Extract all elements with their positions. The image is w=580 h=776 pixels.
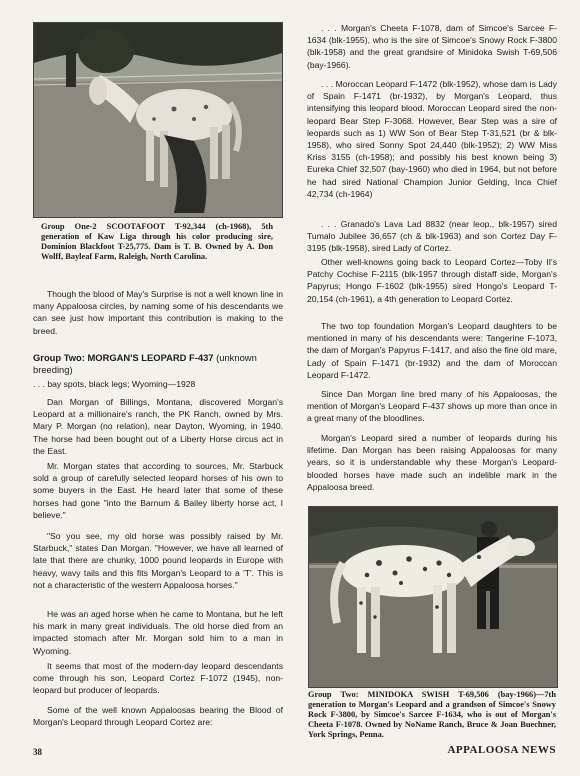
right-paragraph-line-bred: Since Dan Morgan line bred many of his Appaloosas, the mention of Morgan's Leopard F-437 shows up more than once in a great many of the bloodlines.	[307, 389, 557, 424]
left-paragraph-discovery: Dan Morgan of Billings, Montana, discovered Morgan's Leopard at a millionaire's ranch, the PK Ranch, owned by Mrs. Mary P. Morgan (no relation), near Dayton, Wyoming, in 1940. The horse had been bought out of a Liberty Horse circus act in the East.	[33, 397, 283, 456]
photo-scootafoot	[33, 22, 283, 218]
left-paragraph-well-known: Some of the well known Appaloosas bearing the Blood of Morgan's Leopard through Leopard Cortez are:	[33, 705, 283, 728]
right-paragraph-daughters: The two top foundation Morgan's Leopard daughters to be mentioned in many of his descendants were: Tangerine F-1073, the dam of Morgan's Papyrus F-1417, and also the fine old mare, Lady of Spain F-1471 (br-1932) and the dam of Moroccan Leopard F-1472.	[307, 321, 557, 380]
photo2-caption: Group Two: MINIDOKA SWISH T-69,506 (bay-1966)—7th generation to Morgan's Leopard and a grandson of Simcoe's Snowy Rock F-3800, by Simcoe's Sarcee F-1634, who is out of Morgan's Cheeta F-1078. Owned by NoName Ranch, Bruce & Joan Buechner, York Springs, Penna.	[308, 690, 556, 739]
right-paragraph-other: Other well-knowns going back to Leopard Cortez—Toby II's Patchy Cochise F-2115 (blk-1957 through distaff side, Morgan's Papyrus; Hongo F-1602 (blk-1955) sired Hongo's Leopard T-20,154 (ch-1961), a 4th generation to Leopard Cortez.	[307, 257, 557, 304]
right-paragraph-sired: Morgan's Leopard sired a number of leopards during his lifetime. Dan Morgan has been raising Appaloosas for many years, so it is understandable why these Morgan's Leopard-blooded horses have made such an indelible mark in the Appaloosa breed.	[307, 433, 557, 492]
page-number: 38	[33, 747, 42, 757]
right-paragraph-moroccan: . . . Moroccan Leopard F-1472 (blk-1952), whose dam is Lady of Spain F-1471 (br-1932), by Morgan's Leopard, thus intensifying this leopard blood. Moroccan Leopard sired the non-leopard Bear Step F-3068. However, Bear Step was a sire of leopards such as 1) WW Son of Bear Step T-31,521 (br & blk-1958), who sired Sonny Spot 24,440 (blk-1952); 2) WW Miss Kriss 3155 (ch-1958); and possibly his best known being 3) Eureka Chief 32,507 (bay-1960) who died in 1964, but not before he had sired National Champion Junior Gelding, Inca Chief 42,734 (ch-1964)	[307, 79, 557, 199]
group-two-heading	[33, 352, 283, 376]
horse-photo-illustration	[309, 507, 557, 687]
group-two-heading-breeding: (unknown breeding)	[33, 352, 257, 375]
horse-photo-illustration	[34, 23, 282, 217]
photo1-caption: Group One-2 SCOOTAFOOT T-92,344 (ch-1968), 5th generation of Kaw Liga through his color producing sire, Dominion Blackfoot T-25,775. Dam is T. B. Owned by A. Don Wolff, Bayleaf Farm, Raleigh, North Carolina.	[41, 222, 273, 261]
intro-paragraph: Though the blood of May's Surprise is not a well known line in many Appaloosa circles, by naming some of his descendants we can see just how important this contribution is making to the breed.	[33, 289, 283, 336]
publication-title: APPALOOSA NEWS	[447, 744, 556, 756]
left-paragraph-quote: "So you see, my old horse was possibly raised by Mr. Starbuck," states Dan Morgan. "However, we have all learned of late that there are chunky, 1000 pound leopards in Europe with heavy, wavy tails and this fits Morgan's Leopard to a 'T'. This is not a characteristic of the western Appaloosa horses."	[33, 531, 283, 590]
right-paragraph-granado: . . . Granado's Lava Lad 8832 (near leop., blk-1957) sired Tumalo Jubilee 36,657 (ch & blk-1963) and son Cortez Day F-3195 (blk-1958), sired Lady of Cortez.	[307, 219, 557, 254]
group-two-subheading: . . . bay spots, black legs; Wyoming—1928	[33, 379, 196, 389]
photo-minidoka-swish	[308, 506, 558, 688]
left-paragraph-starbuck: Mr. Morgan states that according to sources, Mr. Starbuck sold a group of carefully selected leopard horses of his own to some buyers in the East. He heard later that some of these horses had gone "into the Barnum & Bailey liberty horse act, I believe."	[33, 461, 283, 520]
group-two-heading-bold: Group Two: MORGAN'S LEOPARD F-437	[33, 352, 214, 363]
left-paragraph-aged-horse: He was an aged horse when he came to Montana, but he left his mark in many great individuals. The old horse died from an impacted stomach after Mr. Morgan sold him to a man in Wyoming.	[33, 609, 283, 656]
right-paragraph-cheeta: . . . Morgan's Cheeta F-1078, dam of Simcoe's Sarcee F-1634 (blk-1955), who is the sire of Simcoe's Snowy Rock F-3800 (blk-1958) and the great grandsire of Minidoka Swish T-69,506 (bay-1966).	[307, 23, 557, 70]
left-paragraph-descendants: It seems that most of the modern-day leopard descendants come through his son, Leopard Cortez F-1072 (1945), non-leopard but producer of leopards.	[33, 661, 283, 696]
